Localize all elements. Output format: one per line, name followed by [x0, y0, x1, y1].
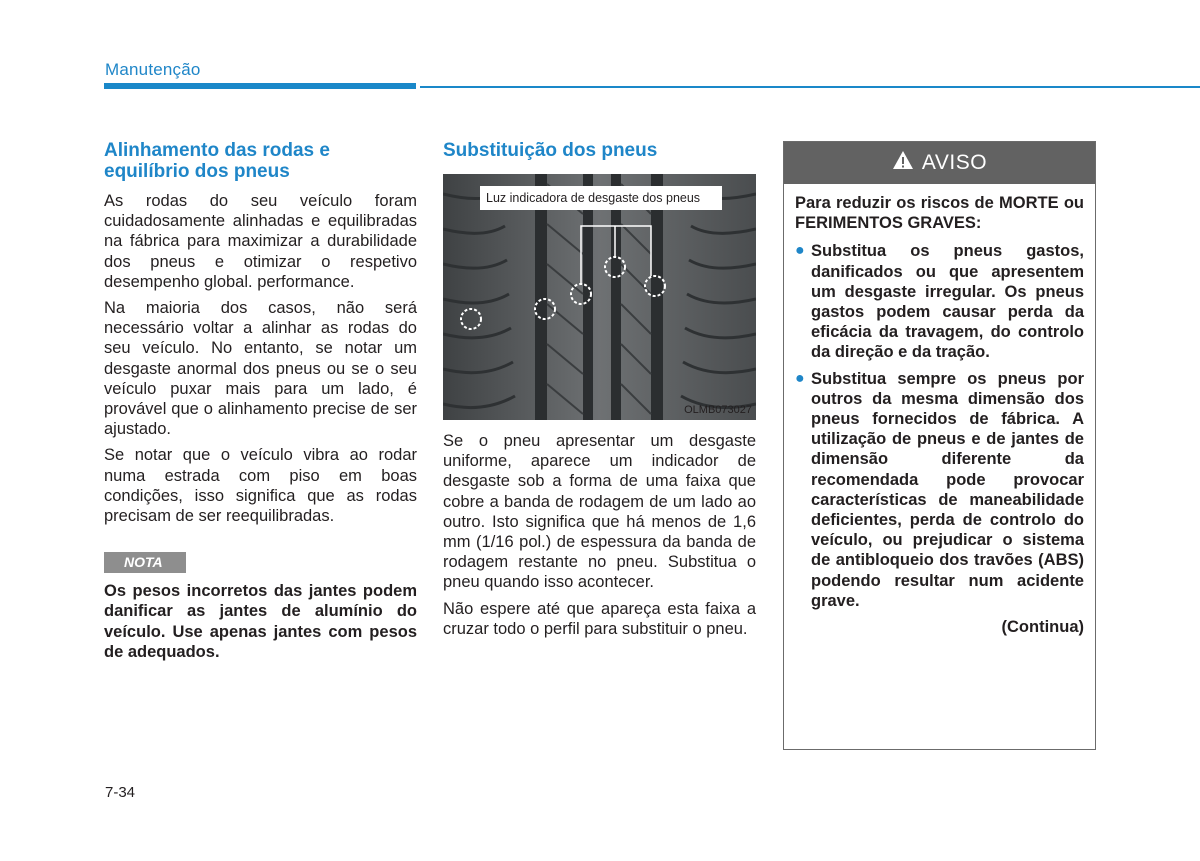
- warning-box: [783, 141, 1096, 750]
- left-column: [104, 140, 417, 662]
- bullet-icon: ●: [795, 369, 805, 387]
- warning-title: AVISO: [921, 151, 988, 174]
- section-title: Manutenção: [105, 60, 201, 79]
- note-badge: NOTA: [104, 552, 186, 573]
- paragraph: Se o pneu apresentar um desgaste uniforme, aparece um indicador de desgaste sob a forma de uma faixa que cobre a banda de rodagem de um lado ao outro. Isto significa que há menos de 1,6 mm (1/16 pol.) de espessura da banda de rodagem restante no pneu. Substitua o pneu quando isso acontecer.: [443, 432, 756, 592]
- tire-replacement-heading: Substituição dos pneus: [443, 140, 658, 161]
- tire-tread-illustration: [443, 174, 756, 420]
- paragraph: Na maioria dos casos, não será necessário voltar a alinhar as rodas do seu veículo. No entanto, se notar um desgaste anormal dos pneus ou se o seu veículo puxar mais para um lado, é provável que o alinhamento precise de ser ajustado.: [104, 299, 417, 439]
- warning-item-text: Substitua os pneus gastos, danificados ou que apresentem um desgaste irregular. Os pneus gastos podem causar perda da eficácia da travagem, do controlo da direção e da tração.: [811, 242, 1084, 362]
- middle-column: [443, 140, 756, 639]
- warning-item-text: Substitua sempre os pneus por outros da mesma dimensão dos pneus fornecidos de fábrica. A utilização de pneus e de jantes de dimensão diferente da recomendada pode provocar características de maneabilidade deficientes, perda de controlo do veículo, ou prejudicar o sistema de antibloqueio dos travões (ABS) podendo resultar num acidente grave.: [811, 369, 1084, 610]
- page-number: 7-34: [105, 784, 136, 801]
- wheel-alignment-heading: Alinhamento das rodas e equilíbrio dos pneus: [104, 140, 330, 182]
- paragraph: Não espere até que apareça esta faixa a cruzar todo o perfil para substituir o pneu.: [443, 599, 756, 638]
- header-rule-thin: [420, 86, 1200, 88]
- figure-code: OLMB073027: [684, 404, 752, 416]
- note-text: Os pesos incorretos das jantes podem danificar as jantes de alumínio do veículo. Use apenas jantes com pesos de adequados.: [104, 582, 417, 661]
- warning-intro: Para reduzir os riscos de MORTE ou FERIMENTOS GRAVES:: [795, 194, 1084, 233]
- warning-body: [784, 184, 1095, 637]
- warning-triangle-icon: [892, 150, 914, 176]
- warning-header: [784, 142, 1095, 184]
- tire-tread-image: [443, 174, 756, 420]
- continued-label: (Continua): [1001, 618, 1084, 637]
- warning-item: [795, 241, 1084, 362]
- paragraph: As rodas do seu veículo foram cuidadosamente alinhadas e equilibradas na fábrica para maximizar a durabilidade dos pneus e otimizar o respetivo desempenho global. performance.: [104, 192, 417, 291]
- figure-caption: Luz indicadora de desgaste dos pneus: [480, 186, 722, 210]
- header-rule-thick: [104, 83, 416, 89]
- bullet-icon: ●: [795, 242, 805, 260]
- warning-item: [795, 369, 1084, 611]
- paragraph: Se notar que o veículo vibra ao rodar numa estrada com piso em boas condições, isso significa que as rodas precisam de ser reequilibradas.: [104, 446, 417, 526]
